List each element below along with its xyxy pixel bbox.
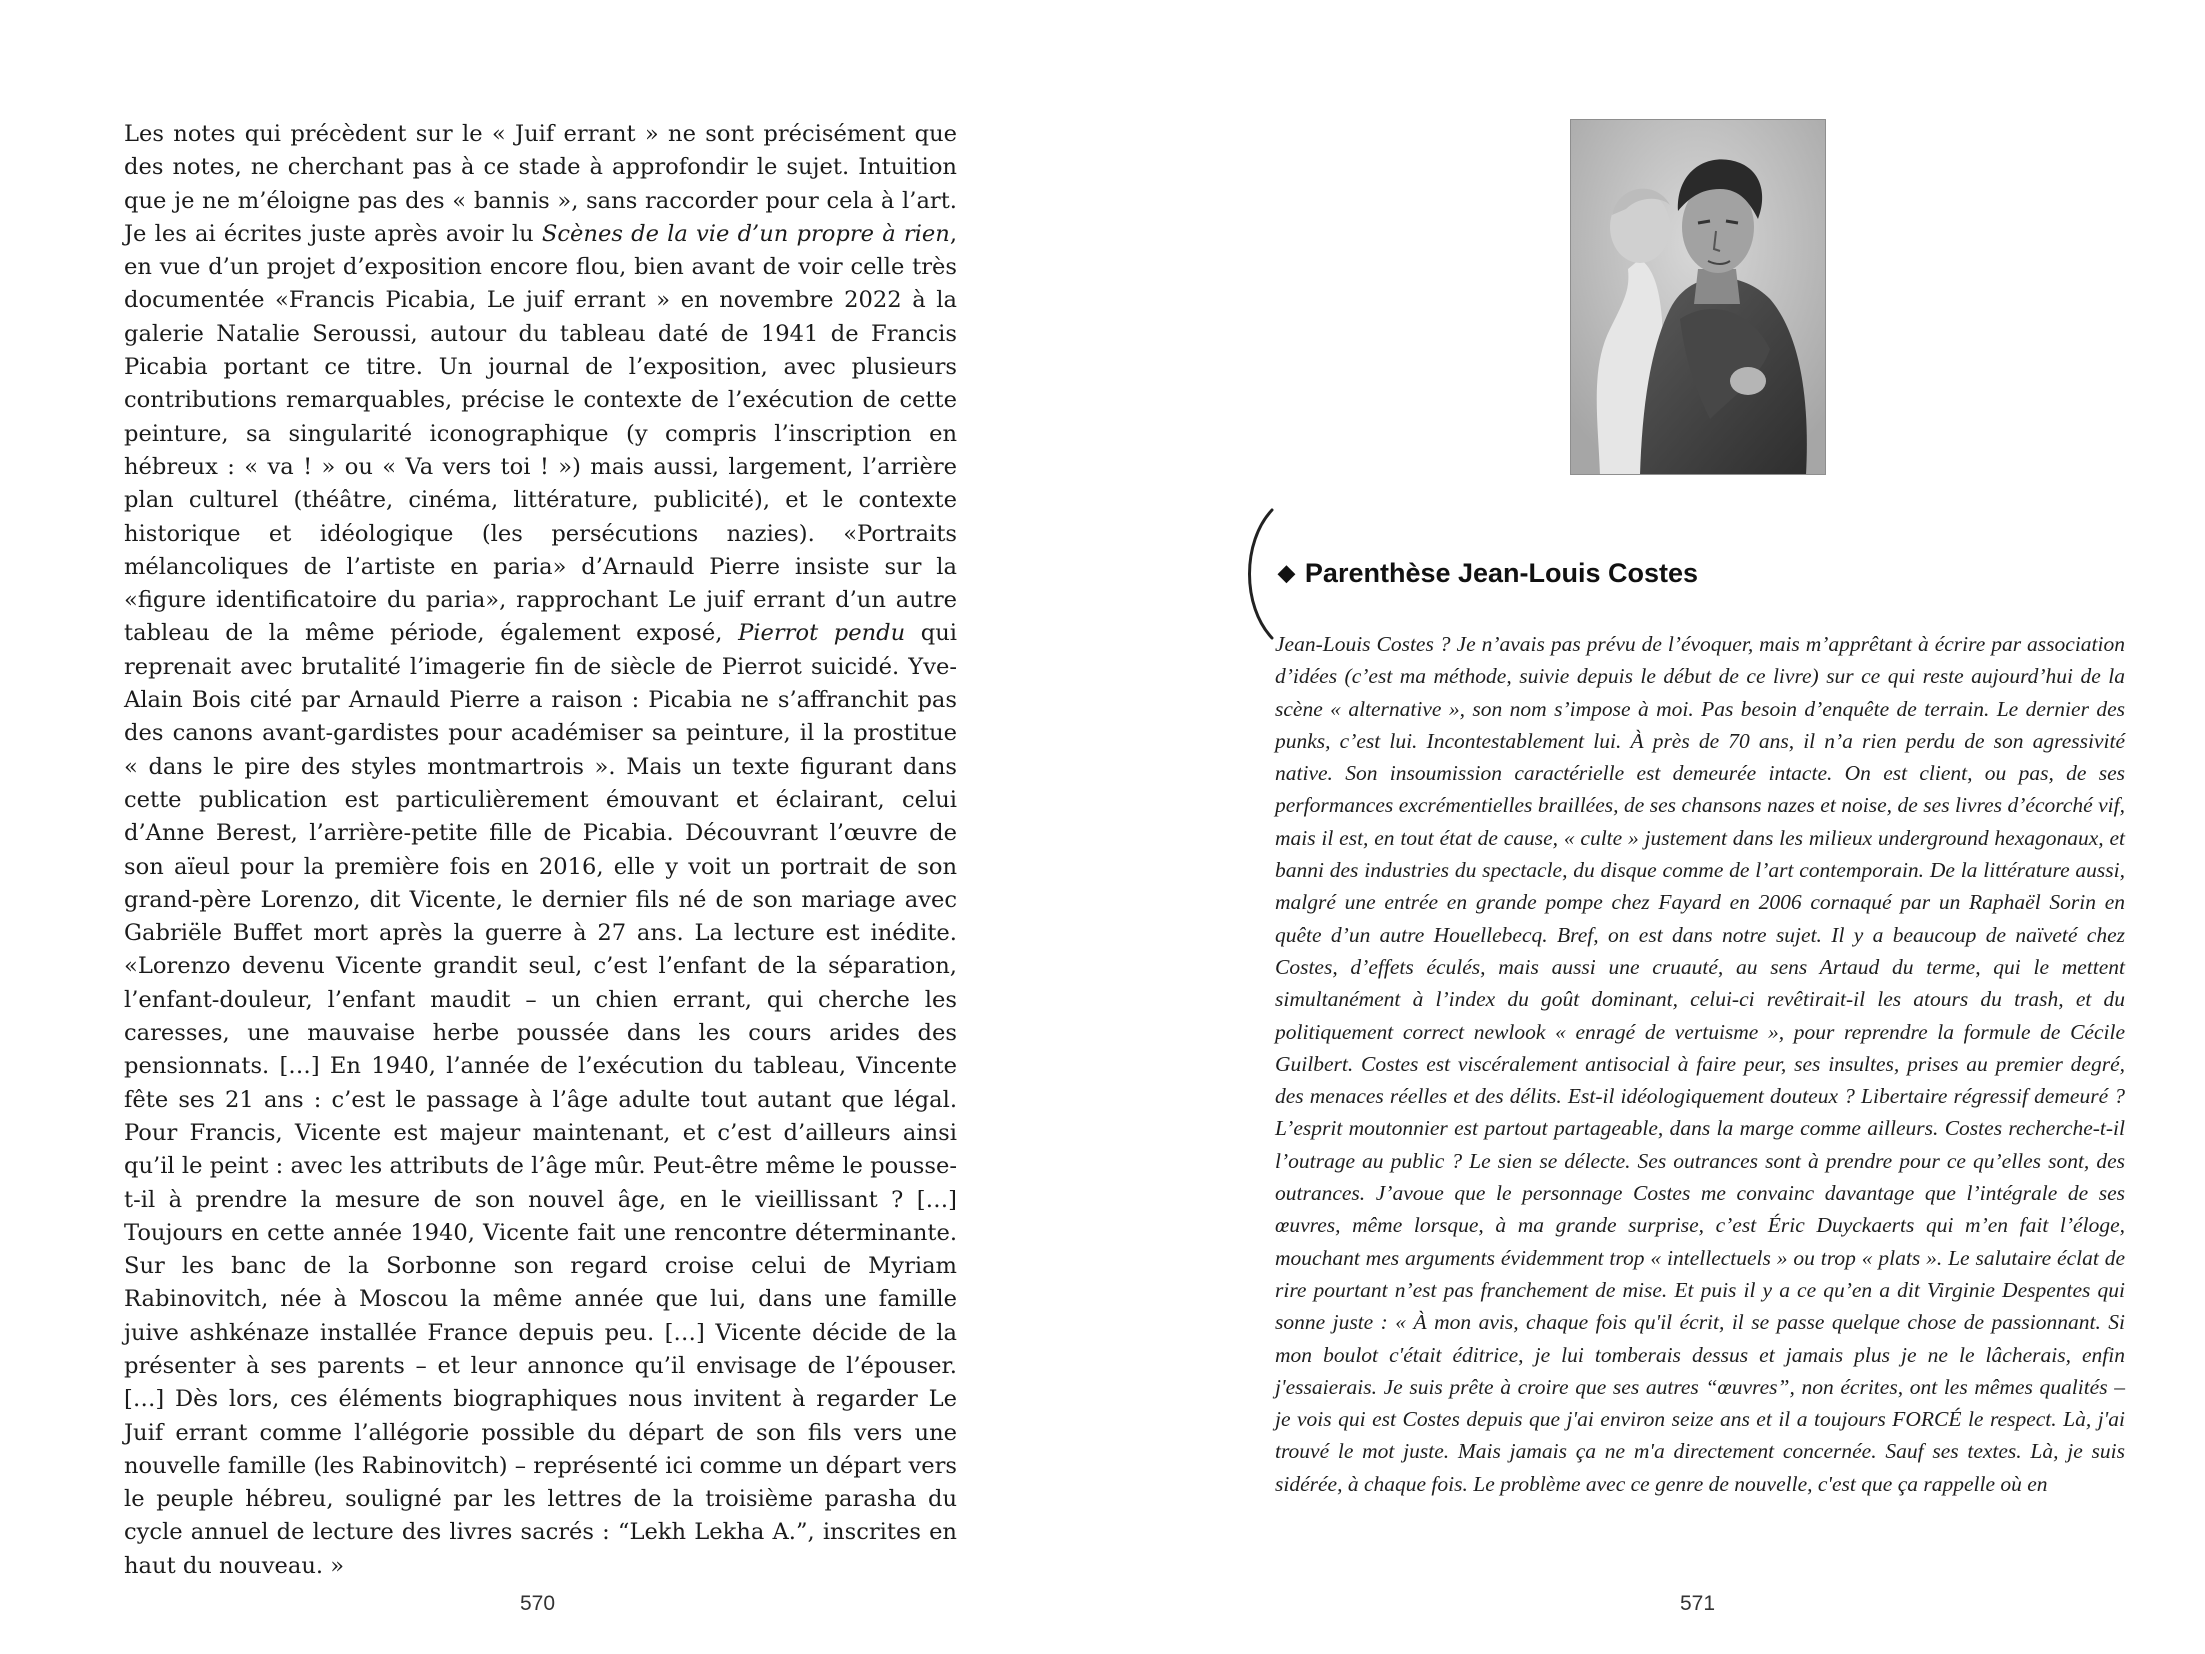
left-page xyxy=(0,0,1100,1654)
portrait-illustration xyxy=(1570,119,1826,475)
page-number-left: 570 xyxy=(520,1592,556,1615)
aside-italic-text: Jean-Louis Costes ? Je n’avais pas prévu de l’évoquer, mais m’apprêtant à écrire par association d’idées (c’est ma méthode, suivie depuis le début de ce livre) sur ce qui reste aujourd’hui de la scène « alternative », son nom s’impose à moi. Pas besoin d’enquête de terrain. Le dernier des punks, c’est lui. Incontestablement lui. À près de 70 ans, il n’a rien perdu de son agressivité native. Son insoumission caractérielle est demeurée intacte. On est client, ou pas, de ses performances excrémentielles braillées, de ses chansons nazes et noise, de ses livres d’écorché vif, mais il est, en tout état de cause, « culte » justement dans les milieux underground hexagonaux, et banni des industries du spectacle, du disque comme de l’art contemporain. De la littérature aussi, malgré une entrée en grande pompe chez Fayard en 2006 cornaqué par un Raphaël Sorin en quête d’un autre Houellebecq. Bref, on est dans notre sujet. Il y a beaucoup de naïveté chez Costes, d’effets éculés, mais aussi une cruauté, au sens Artaud du terme, qui le mettent simultanément à l’index du goût dominant, celui-ci revêtirait-il les atours du trash, et du politiquement correct newlook « enragé de vertuisme », pour reprendre la formule de Cécile Guilbert. Costes est viscéralement antisocial à faire peur, ses insultes, prises au premier degré, des menaces réelles et des délits. Est-il idéologiquement douteux ? Libertaire régressif demeuré ? L’esprit moutonnier est partout partageable, dans la marge comme ailleurs. Costes recherche-t-il l’outrage au public ? Le sien se délecte. Ses outrances sont à prendre pour ce qu’elles sont, des outrances. J’avoue que le personnage Costes me convainc davantage que l’intégrale de ses œuvres, même lorsque, à ma grande surprise, c’est Éric Duyckaerts qui m’en fait l’éloge, mouchant mes arguments évidemment trop « intellectuels » ou trop « plats ». Le salutaire éclat de rire pourtant n’est pas franchement de mise. Et puis il y a ce qu’en a dit Virginie Despentes qui sonne juste : « À mon avis, chaque fois qu'il écrit, il se passe quelque chose de passionnant. Si mon boulot c'était éditrice, je lui tomberais dessus et jamais plus je ne le lâcherais, enfin j'essaierais. Je suis prête à croire que ses autres “œuvres”, non écrites, ont les mêmes qualités – je vois qui est Costes depuis que j'ai environ seize ans et il a toujours FORCÉ le respect. Là, j'ai trouvé le mot juste. Mais jamais ça ne m'a directement concernée. Sauf ses textes. Là, je suis sidérée, à chaque fois. Le problème avec ce genre de nouvelle, c'est que ça rappelle où en xyxy=(1275,632,2125,1496)
section-heading xyxy=(1278,558,1698,589)
right-page xyxy=(1100,0,2205,1654)
body-segment: Les notes qui précèdent sur le « Juif errant » ne sont précisément que des notes, ne cherchant pas à ce stade à approfondir le sujet. Intuition que je ne m’éloigne pas des « bannis », sans raccorder pour cela à l’art. Je les ai écrites juste après avoir lu xyxy=(124,121,957,247)
portrait-drawing xyxy=(1570,119,1826,475)
parenthesis-ornament xyxy=(1238,508,1278,640)
diamond-icon: ◆ xyxy=(1278,560,1295,585)
left-body-text xyxy=(124,118,957,1583)
body-segment: , en vue d’un projet d’exposition encore flou, bien avant de voir celle très documentée «Francis Picabia, Le juif errant » en novembre 2022 à la galerie Natalie Seroussi, autour du tableau daté de 1941 de Francis Picabia portant ce titre. Un journal de l’exposition, avec plusieurs contributions remarquables, précise le contexte de l’exécution de cette peinture, sa singularité iconographique (y compris l’inscription en hébreux : « va ! » ou « Va vers toi ! ») mais aussi, largement, l’arrière plan culturel (théâtre, cinéma, littérature, publicité), et le contexte historique et idéologique (les persécutions nazies). «Portraits mélancoliques de l’artiste en paria» d’Arnauld Pierre insiste sur la «figure identificatoire du paria», rapprochant Le juif errant d’un autre tableau de la même période, également exposé, xyxy=(124,220,957,647)
painting-title-italic: Pierrot pendu xyxy=(738,620,906,647)
page-number-right: 571 xyxy=(1680,1592,1716,1615)
section-heading-text: Parenthèse Jean-Louis Costes xyxy=(1304,558,1699,588)
body-segment: qui reprenait avec brutalité l’imagerie fin de siècle de Pierrot suicidé. Yve-Alain Bois cité par Arnauld Pierre a raison : Picabia ne s’affranchit pas des canons avant-gardistes pour académiser sa peinture, il la prostitue « dans le pire des styles montmartrois ». Mais un texte figurant dans cette publication est particulièrement émouvant et éclairant, celui d’Anne Berest, l’arrière-petite fille de Picabia. Découvrant l’œuvre de son aïeul pour la première fois en 2016, elle y voit un portrait de son grand-père Lorenzo, dit Vicente, le dernier fils né de son mariage avec Gabriële Buffet mort après la guerre à 27 ans. La lecture est inédite. «Lorenzo devenu Vicente grandit seul, c’est l’enfant de la séparation, l’enfant-douleur, l’enfant maudit – un chien errant, qui cherche les caresses, une mauvaise herbe poussée dans les cours arides des pensionnats. […] En 1940, l’année de l’exécution du tableau, Vincente fête ses 21 ans : c’est le passage à l’âge adulte tout autant que légal. Pour Francis, Vicente est majeur maintenant, et c’est d’ailleurs ainsi qu’il le peint : avec les attributs de l’âge mûr. Peut-être même le pousse-t-il à prendre la mesure de son nouvel âge, en le vieillissant ? […] Toujours en cette année 1940, Vicente fait une rencontre déterminante. Sur les banc de la Sorbonne son regard croise celui de Myriam Rabinovitch, née à Moscou la même année que lui, dans une famille juive ashkénaze installée France depuis peu. […] Vicente décide de la présenter à ses parents – et leur annonce qu’il envisage de l’épouser. […] Dès lors, ces éléments biographiques nous invitent à regarder Le Juif errant comme l’allégorie possible du départ de son fils vers une nouvelle famille (les Rabinovitch) – représenté ici comme un départ vers le peuple hébreu, souligné par les lettres de la troisième parasha du cycle annuel de lecture des livres sacrés : “Lekh Lekha A.”, inscrites en haut du nouveau. » xyxy=(124,620,957,1579)
book-title-italic: Scènes de la vie d’un propre à rien xyxy=(541,220,950,247)
